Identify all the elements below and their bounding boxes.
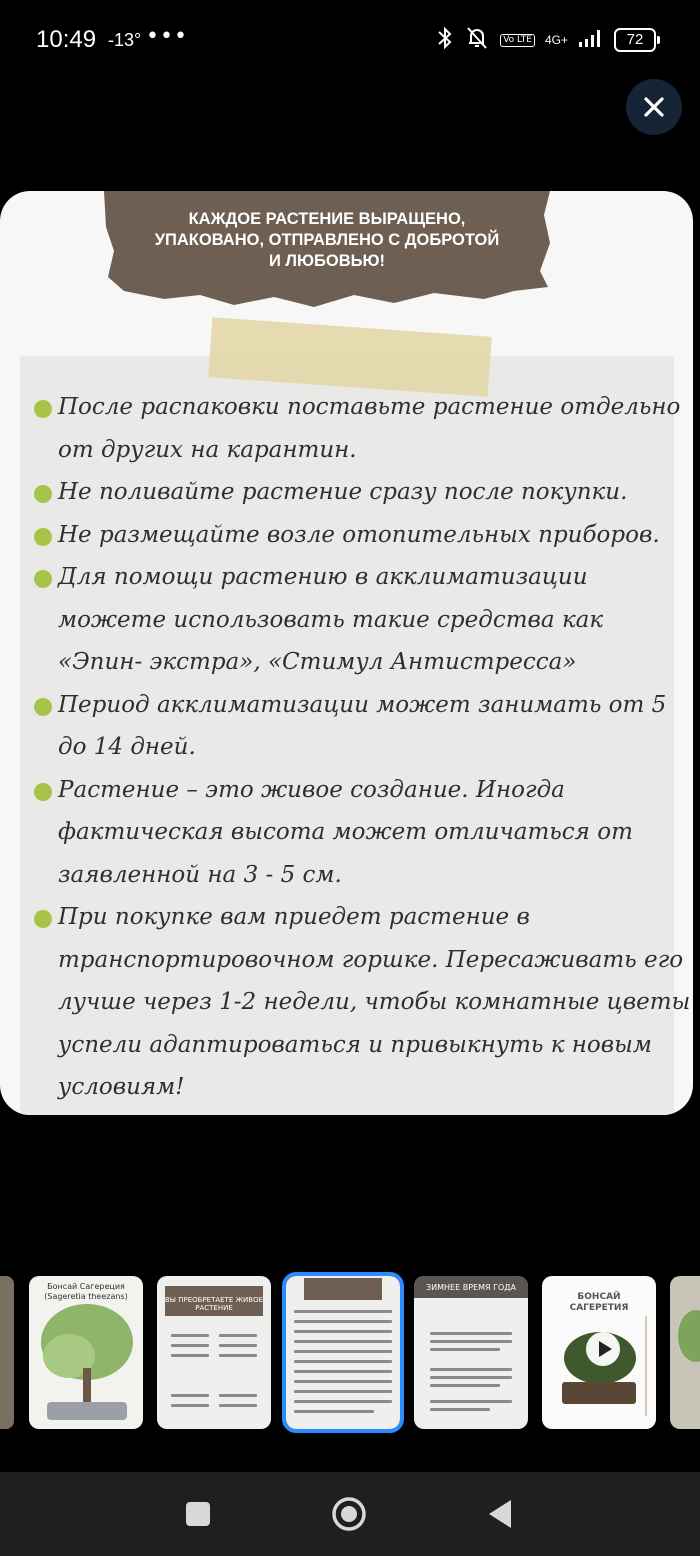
thumbnail-title: ЗИМНЕЕ ВРЕМЯ ГОДА <box>426 1283 516 1292</box>
thumbnail-5-video[interactable] <box>542 1276 656 1429</box>
tip-line: После распаковки поставьте растение отдельно <box>58 394 681 420</box>
thumbnail-title: БОНСАЙ САГЕРЕТИЯ <box>569 1292 629 1313</box>
back-button[interactable] <box>465 1486 535 1542</box>
tip-line: Растение – это живое создание. Иногда <box>58 776 565 803</box>
tip-item <box>34 769 684 897</box>
battery-icon <box>614 28 660 52</box>
banner-line: КАЖДОЕ РАСТЕНИЕ ВЫРАЩЕНО, <box>188 210 466 228</box>
bluetooth-icon <box>436 26 454 54</box>
tip-line: заявленной на 3 - 5 см. <box>58 861 342 888</box>
tip-item <box>34 471 684 514</box>
tip-line: от других на карантин. <box>58 436 357 463</box>
thumbnail-title: ВЫ ПРЕОБРЕТАЕТЕ ЖИВОЕ РАСТЕНИЕ <box>165 1296 263 1312</box>
battery-level: 72 <box>614 28 656 52</box>
thumbnail-strip[interactable] <box>0 1276 700 1429</box>
bullet-icon <box>34 783 52 801</box>
thumbnail-3-selected[interactable] <box>286 1276 400 1429</box>
bullet-icon <box>34 570 52 588</box>
status-more-dots: ••• <box>146 24 188 49</box>
banner-line: И ЛЮБОВЬЮ! <box>268 252 385 270</box>
tip-line: транспортировочном горшке. Пересаживать его <box>58 946 684 973</box>
back-triangle-icon <box>485 1498 515 1530</box>
recents-button[interactable] <box>163 1486 233 1542</box>
tip-item <box>34 386 684 471</box>
tip-line: лучше через 1-2 недели, чтобы комнатные цветы <box>58 989 691 1015</box>
network-type: 4G+ <box>544 33 568 47</box>
bonsai-image-icon <box>29 1276 143 1429</box>
bullet-icon <box>34 698 52 716</box>
tip-line: до 14 дней. <box>58 734 196 760</box>
bullet-icon <box>34 485 52 503</box>
thumbnail-4[interactable] <box>414 1276 528 1429</box>
thumbnail-1[interactable] <box>29 1276 143 1429</box>
status-time: 10:49 <box>36 26 97 53</box>
image-viewer[interactable] <box>0 191 693 1115</box>
tip-line: Для помощи растению в акклиматизации <box>58 564 588 590</box>
home-button[interactable] <box>314 1486 384 1542</box>
close-icon <box>643 96 665 118</box>
close-button[interactable] <box>626 79 682 135</box>
banner-text <box>114 209 540 272</box>
tip-line: можете использовать такие средства как <box>58 606 604 633</box>
play-icon[interactable] <box>586 1332 620 1366</box>
tip-line: успели адаптироваться и привыкнуть к новым <box>58 1031 652 1058</box>
muted-bell-icon <box>464 25 490 55</box>
circle-icon <box>330 1495 368 1533</box>
bullet-icon <box>34 528 52 546</box>
banner <box>104 191 550 309</box>
tip-item <box>34 556 684 684</box>
thumbnail-partial-left[interactable] <box>0 1276 14 1429</box>
thumbnail-partial-right[interactable] <box>670 1276 700 1429</box>
tip-line: условиям! <box>58 1074 185 1100</box>
tip-line: Не поливайте растение сразу после покупки. <box>58 479 628 505</box>
bullet-icon <box>34 400 52 418</box>
tip-item <box>34 514 684 557</box>
volte-icon: Vo LTE <box>500 34 535 47</box>
bullet-icon <box>34 910 52 928</box>
status-temperature: -13° <box>108 30 142 50</box>
banner-line: УПАКОВАНО, ОТПРАВЛЕНО С ДОБРОТОЙ <box>154 231 500 249</box>
tip-line: фактическая высота может отличаться от <box>58 819 633 845</box>
tips-list <box>34 386 691 1109</box>
navigation-bar <box>0 1472 700 1556</box>
square-icon <box>184 1500 212 1528</box>
tip-item <box>34 896 691 1109</box>
thumbnail-title: Бонсай Сагереция (Sageretia theezans) <box>44 1282 128 1301</box>
thumbnail-2[interactable] <box>157 1276 271 1429</box>
tip-line: При покупке вам приедет растение в <box>58 904 530 930</box>
tip-line: Период акклиматизации может занимать от 5 <box>58 691 667 718</box>
status-icons <box>436 24 660 56</box>
signal-icon <box>578 28 604 52</box>
tip-item <box>34 684 684 769</box>
tip-line: «Эпин- экстра», «Стимул Антистресса» <box>58 649 577 675</box>
tip-line: Не размещайте возле отопительных приборов. <box>58 521 660 548</box>
status-bar <box>0 0 700 80</box>
